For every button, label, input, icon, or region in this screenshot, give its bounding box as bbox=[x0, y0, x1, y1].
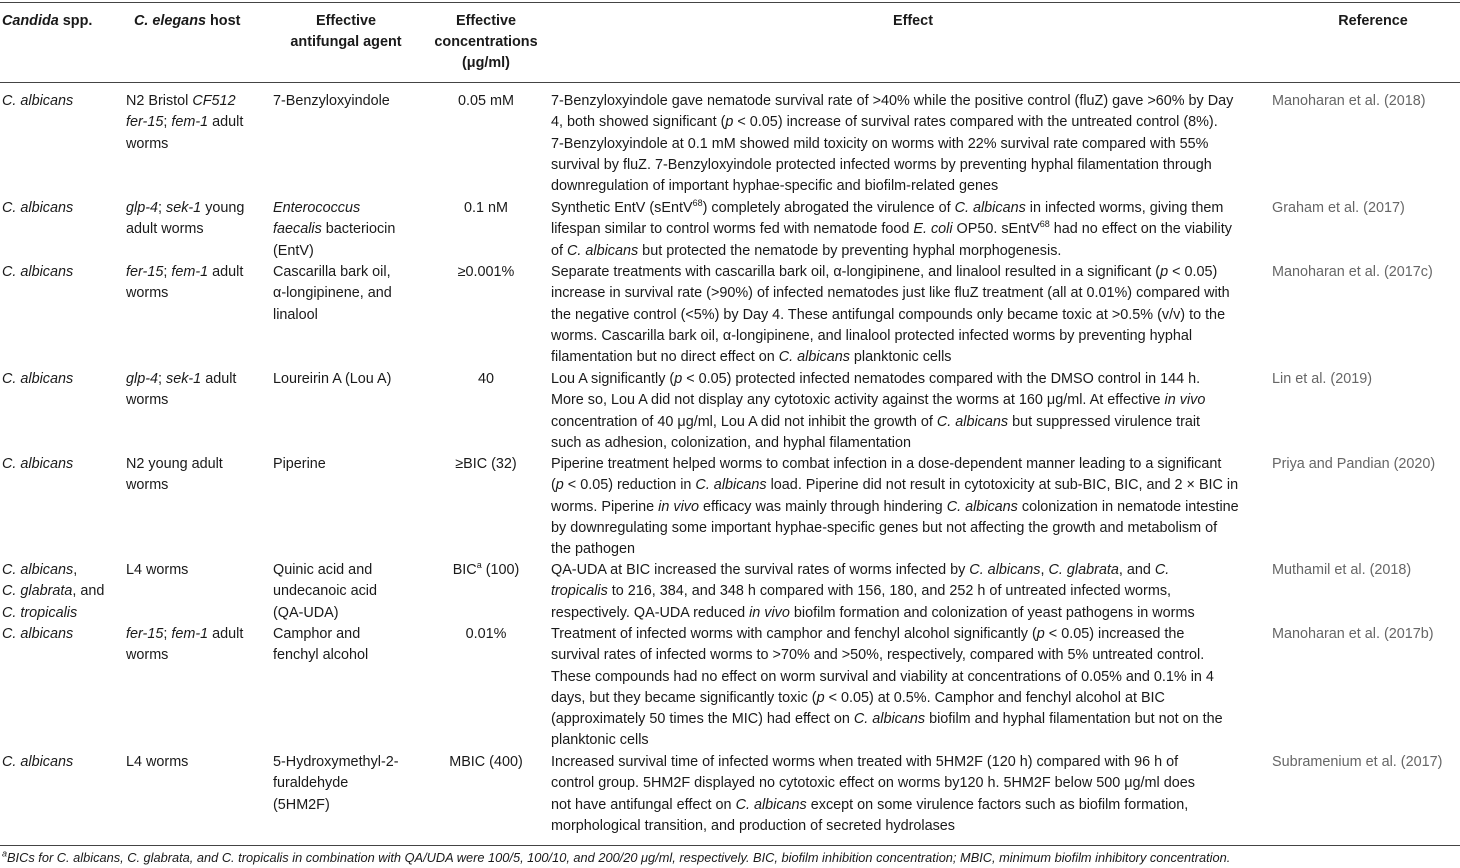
agent-cell: Loureirin A (Lou A) bbox=[273, 371, 392, 387]
table-top-rule bbox=[0, 2, 1460, 3]
effect-cell: Synthetic EntV (sEntV$^{68}$) completely abrogated the virulence of C. albicans in infected worms, giving them lifespan similar to control worms fed with nematode food E. coli OP50. sEntV$^{68}$ had no effect on the viability of C. albicans but protected the nematode by preventing hyphal morphogenesis. bbox=[551, 198, 1232, 259]
host-cell: N2 Bristol CF512 fer-15; fem-1 adult worms bbox=[126, 93, 244, 152]
effect-cell: Separate treatments with cascarilla bark oil, α-longipinene, and linalool resulted in a significant (p < 0.05) increase in survival rate (>90%) of infected nematodes just like fluZ treatment (all at 0.01%) compared with the negative control (<5%) by Day 4. These antifungal compounds only became toxic at >0.5% (v/v) to the worms. Cascarilla bark oil, α-longipinene, and linalool protected infected worms by preventing hyphal filamentation but no direct effect on C. albicans planktonic cells bbox=[551, 264, 1230, 366]
candida-cell: C. albicans bbox=[2, 456, 74, 472]
agent-cell: Piperine bbox=[273, 456, 326, 472]
agent-cell: Enterococcus faecalis bacteriocin (EntV) bbox=[273, 200, 396, 259]
agent-cell: 5-Hydroxymethyl-2- furaldehyde (5HM2F) bbox=[273, 754, 399, 813]
host-cell: L4 worms bbox=[126, 754, 189, 770]
candida-cell: C. albicans bbox=[2, 264, 74, 280]
candida-cell: C. albicans bbox=[2, 371, 74, 387]
effect-cell: Lou A significantly (p < 0.05) protected infected nematodes compared with the DMSO control in 144 h. More so, Lou A did not display any cytotoxic activity against the worms at 160 μg/ml. At effective in vivo concentration of 40 μg/ml, Lou A did not inhibit the growth of C. albicans but suppressed virulence trait such as adhesion, colonization, and hyphal filamentation bbox=[551, 371, 1206, 451]
agent-cell: 7-Benzyloxyindole bbox=[273, 93, 390, 109]
reference-cell: Graham et al. (2017) bbox=[1272, 200, 1405, 216]
reference-cell: Muthamil et al. (2018) bbox=[1272, 562, 1412, 578]
concentration-cell: 0.05 mM bbox=[458, 93, 514, 109]
col-header-host: C. elegans host bbox=[134, 13, 241, 29]
candida-cell: C. albicans bbox=[2, 93, 74, 109]
table-bottom-rule bbox=[0, 845, 1460, 846]
candida-cell: C. albicans bbox=[2, 626, 74, 642]
host-cell: fer-15; fem-1 adult worms bbox=[126, 626, 244, 664]
concentration-cell: ≥BIC (32) bbox=[455, 456, 517, 472]
header-bottom-rule bbox=[0, 82, 1460, 83]
effect-cell: Piperine treatment helped worms to combat infection in a dose-dependent manner leading to a significant (p < 0.05) reduction in C. albicans load. Piperine did not result in cytotoxicity at sub-BIC, BIC, and 2 × BIC in worms. Piperine in vivo efficacy was mainly through hindering C. albicans colonization in nematode intestine by downregulating some important hyphae-specific genes but not affecting the growth and metabolism of the pathogen bbox=[551, 456, 1239, 558]
concentration-cell: 0.01% bbox=[465, 626, 507, 642]
candida-cell: C. albicans, C. glabrata, and C. tropicalis bbox=[2, 562, 105, 621]
host-cell: fer-15; fem-1 adult worms bbox=[126, 264, 244, 302]
reference-cell: Lin et al. (2019) bbox=[1272, 371, 1372, 387]
reference-cell: Priya and Pandian (2020) bbox=[1272, 456, 1436, 472]
host-cell: glp-4; sek-1 young adult worms bbox=[126, 200, 245, 238]
reference-cell: Manoharan et al. (2018) bbox=[1272, 93, 1426, 109]
host-cell: N2 young adult worms bbox=[126, 456, 223, 494]
col-header-effect: Effect bbox=[893, 13, 933, 29]
effect-cell: Treatment of infected worms with camphor and fenchyl alcohol significantly (p < 0.05) increased the survival rates of infected worms to >70% and >50%, respectively, compared with 5% untreated control. These compounds had no effect on worm survival and viability at concentrations of 0.05% and 0.1% in 4 days, but they became significantly toxic (p < 0.05) at 0.5%. Camphor and fenchyl alcohol at BIC (approximately 50 times the MIC) had effect on C. albicans biofilm and hyphal filamentation but not on the planktonic cells bbox=[551, 626, 1223, 749]
agent-cell: Cascarilla bark oil, α-longipinene, and linalool bbox=[273, 264, 392, 323]
table-footnote: $^a$BICs for C. albicans, C. glabrata, and C. tropicalis in combination with QA/UDA were 100/5, 100/10, and 200/20 μg/ml, respectively. BIC, biofilm inhibition concentration; MBIC, minimum biofilm inhibitory concentration. bbox=[2, 848, 1231, 865]
reference-cell: Manoharan et al. (2017c) bbox=[1272, 264, 1433, 280]
col-header-agent: Effective antifungal agent bbox=[290, 13, 402, 50]
candida-cell: C. albicans bbox=[2, 754, 74, 770]
agent-cell: Quinic acid and undecanoic acid (QA-UDA) bbox=[273, 562, 378, 621]
reference-cell: Manoharan et al. (2017b) bbox=[1272, 626, 1434, 642]
effect-cell: QA-UDA at BIC increased the survival rates of worms infected by C. albicans, C. glabrata, and C. tropicalis to 216, 384, and 348 h compared with 156, 180, and 252 h of untreated infected worms, respectively. QA-UDA reduced in vivo biofilm formation and colonization of yeast pathogens in worms bbox=[551, 562, 1195, 621]
col-header-candida: Candida spp. bbox=[2, 13, 93, 29]
agent-cell: Camphor and fenchyl alcohol bbox=[273, 626, 369, 664]
candida-cell: C. albicans bbox=[2, 200, 74, 216]
effect-cell: 7-Benzyloxyindole gave nematode survival rate of >40% while the positive control (fluZ) gave >60% by Day 4, both showed significant (p < 0.05) increase of survival rates compared with the untreated control (8%). 7-Benzyloxyindole at 0.1 mM showed mild toxicity on worms with 22% survival rate compared with 55% survival by fluZ. 7-Benzyloxyindole protected infected worms by preventing hyphal filamentation through downregulation of important hyphae-specific and biofilm-related genes bbox=[551, 93, 1234, 195]
concentration-cell: MBIC (400) bbox=[449, 754, 523, 770]
col-header-concentration: Effective concentrations (μg/ml) bbox=[434, 13, 538, 71]
reference-cell: Subramenium et al. (2017) bbox=[1272, 754, 1443, 770]
effect-cell: Increased survival time of infected worms when treated with 5HM2F (120 h) compared with 96 h of control group. 5HM2F displayed no cytotoxic effect on worms by120 h. 5HM2F below 500 μg/ml does not have antifungal effect on C. albicans except on some virulence factors such as biofilm formation, morphological transition, and production of secreted hydrolases bbox=[551, 754, 1195, 834]
concentration-cell: BIC$^a$ (100) bbox=[452, 560, 520, 578]
host-cell: glp-4; sek-1 adult worms bbox=[126, 371, 237, 409]
col-header-reference: Reference bbox=[1338, 13, 1408, 29]
host-cell: L4 worms bbox=[126, 562, 189, 578]
concentration-cell: ≥0.001% bbox=[457, 264, 515, 280]
concentration-cell: 40 bbox=[477, 371, 494, 387]
concentration-cell: 0.1 nM bbox=[464, 200, 508, 216]
